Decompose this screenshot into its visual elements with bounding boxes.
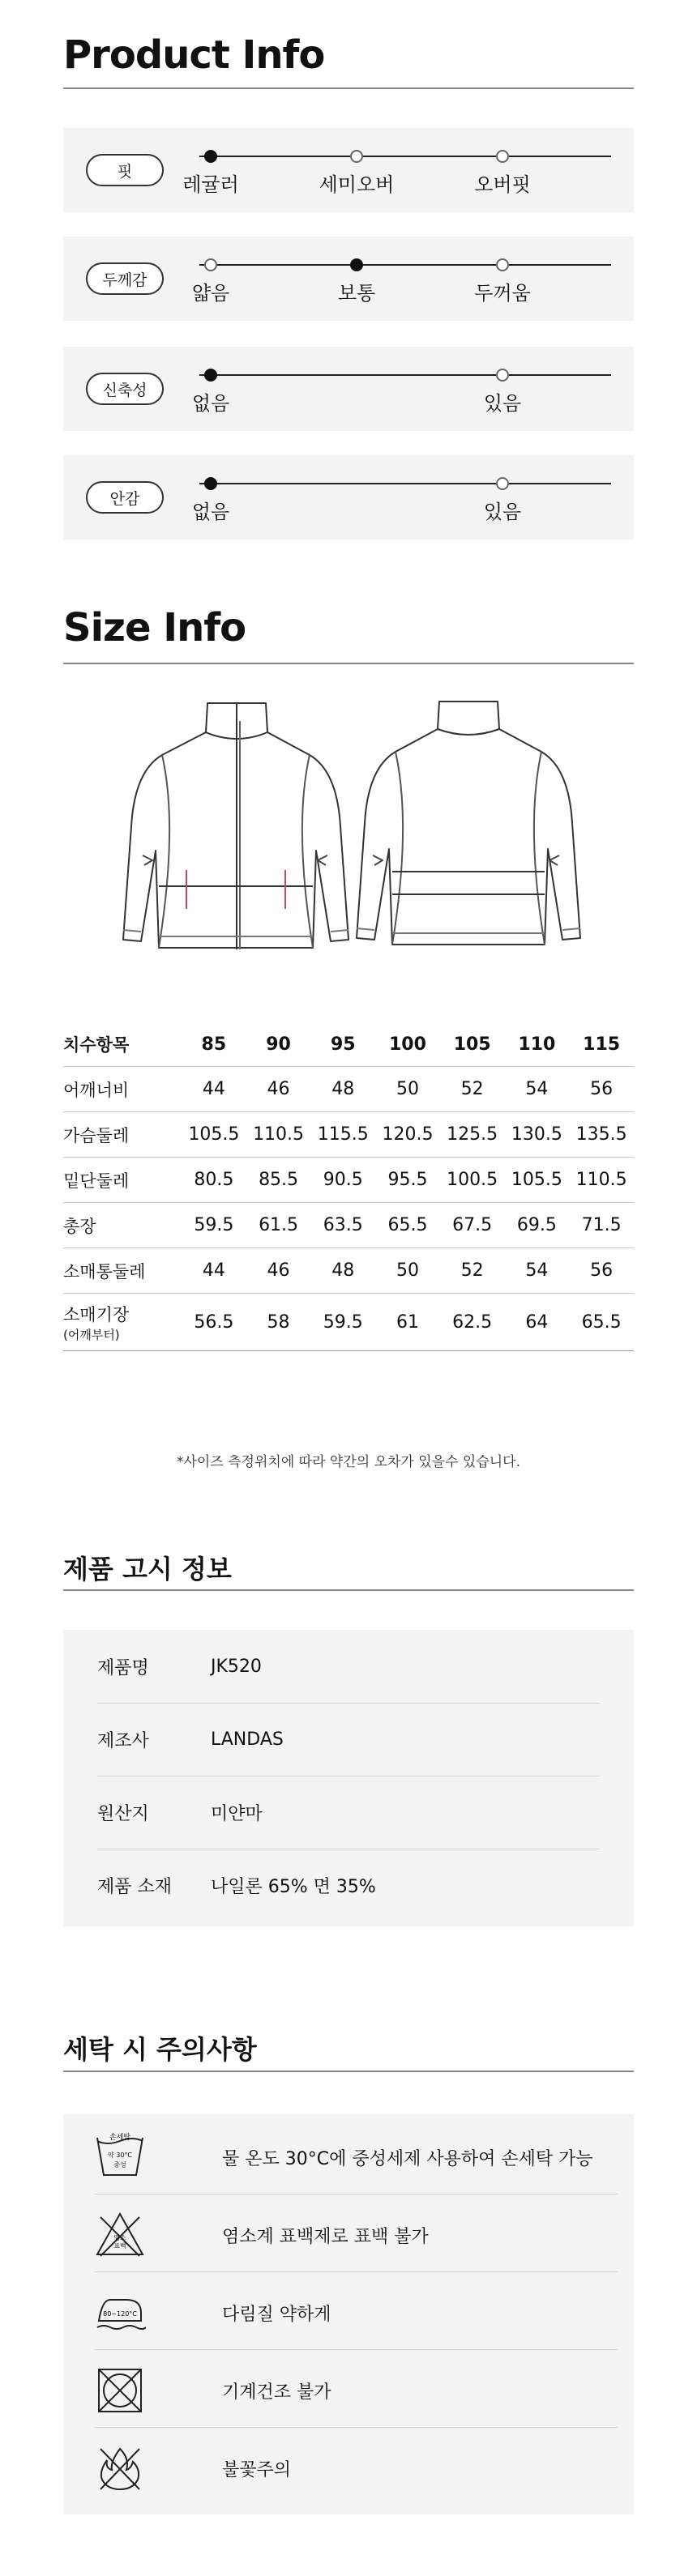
scale-line bbox=[199, 264, 611, 266]
care-row bbox=[94, 2199, 618, 2272]
measurement-sublabel: (어깨부터) bbox=[63, 1327, 120, 1342]
measurement-value: 130.5 bbox=[505, 1112, 570, 1158]
care-row bbox=[94, 2432, 618, 2505]
measurement-value: 71.5 bbox=[569, 1203, 634, 1248]
care-box bbox=[63, 2114, 634, 2514]
scale-option-label: 보통 bbox=[337, 282, 376, 305]
scale-option-label: 없음 bbox=[191, 392, 230, 415]
measurement-value: 69.5 bbox=[505, 1203, 570, 1248]
attribute-label: 두께감 bbox=[86, 262, 164, 295]
notice-key: 제품 소재 bbox=[97, 1876, 173, 1897]
measurement-value: 52 bbox=[440, 1067, 505, 1112]
svg-text:표백: 표백 bbox=[113, 2242, 126, 2250]
measurement-value: 54 bbox=[505, 1067, 570, 1112]
notice-value: LANDAS bbox=[211, 1729, 284, 1750]
measurement-value: 65.5 bbox=[569, 1294, 634, 1351]
measurement-value: 54 bbox=[505, 1248, 570, 1294]
care-instruction: 기계건조 불가 bbox=[222, 2382, 331, 2403]
measurement-value: 135.5 bbox=[569, 1112, 634, 1158]
measurement-label: 밑단둘레 bbox=[63, 1158, 182, 1203]
product-info-row bbox=[63, 237, 634, 321]
measurement-value: 56 bbox=[569, 1248, 634, 1294]
care-row bbox=[94, 2354, 618, 2428]
size-column-header: 110 bbox=[505, 1022, 570, 1067]
care-instruction: 물 온도 30°C에 중성세제 사용하여 손세탁 가능 bbox=[222, 2148, 593, 2169]
measurement-value: 80.5 bbox=[182, 1158, 246, 1203]
notice-key: 제품명 bbox=[97, 1657, 149, 1678]
scale-dot-selected bbox=[204, 369, 217, 382]
care-instruction: 다림질 약하게 bbox=[222, 2304, 331, 2325]
measurement-label: 가슴둘레 bbox=[63, 1112, 182, 1158]
scale-option-label: 오버핏 bbox=[474, 173, 531, 196]
measurement-value: 90.5 bbox=[310, 1158, 375, 1203]
measurement-value: 61.5 bbox=[246, 1203, 311, 1248]
notice-value: 미얀마 bbox=[211, 1803, 263, 1824]
svg-text:손세탁: 손세탁 bbox=[109, 2134, 131, 2142]
scale-dot bbox=[496, 150, 509, 163]
product-info-row bbox=[63, 455, 634, 540]
measurement-value: 63.5 bbox=[310, 1203, 375, 1248]
size-table-row bbox=[63, 1203, 634, 1248]
measurement-value: 44 bbox=[182, 1248, 246, 1294]
measurement-value: 125.5 bbox=[440, 1112, 505, 1158]
size-table-row bbox=[63, 1067, 634, 1112]
care-instruction: 불꽃주의 bbox=[222, 2459, 292, 2480]
measurement-value: 62.5 bbox=[440, 1294, 505, 1351]
size-column-header: 90 bbox=[246, 1022, 311, 1067]
product-info-title: Product Info bbox=[63, 32, 325, 78]
scale-line bbox=[199, 156, 611, 157]
measurement-value: 61 bbox=[375, 1294, 440, 1351]
svg-text:약 30°C: 약 30°C bbox=[107, 2152, 133, 2159]
size-column-header: 105 bbox=[440, 1022, 505, 1067]
attribute-label: 안감 bbox=[86, 481, 164, 514]
notice-key: 원산지 bbox=[97, 1803, 149, 1824]
scale-option-label: 두꺼움 bbox=[474, 282, 531, 305]
size-table-row bbox=[63, 1158, 634, 1203]
measurement-value: 58 bbox=[246, 1294, 311, 1351]
measurement-value: 110.5 bbox=[246, 1112, 311, 1158]
measurement-value: 59.5 bbox=[182, 1203, 246, 1248]
measurement-value: 50 bbox=[375, 1067, 440, 1112]
scale-option-label: 있음 bbox=[483, 392, 522, 415]
measurement-label: 어깨너비 bbox=[63, 1067, 182, 1112]
divider bbox=[63, 2071, 634, 2072]
care-instruction: 염소계 표백제로 표백 불가 bbox=[222, 2226, 429, 2247]
jacket-size-diagram bbox=[81, 697, 632, 972]
notice-key: 제조사 bbox=[97, 1730, 149, 1751]
measurement-label: 소매통둘레 bbox=[63, 1248, 182, 1294]
care-row bbox=[94, 2276, 618, 2350]
size-table-row bbox=[63, 1248, 634, 1294]
scale-option-label: 세미오버 bbox=[319, 173, 395, 196]
size-table bbox=[63, 1022, 634, 1351]
size-table-header bbox=[63, 1022, 634, 1067]
notice-value: JK520 bbox=[211, 1656, 262, 1677]
header-label: 치수항목 bbox=[63, 1022, 182, 1067]
measurement-value: 48 bbox=[310, 1067, 375, 1112]
no-fire-icon bbox=[94, 2440, 157, 2497]
scale-option-label: 없음 bbox=[191, 501, 230, 523]
measurement-value: 46 bbox=[246, 1067, 311, 1112]
measurement-value: 52 bbox=[440, 1248, 505, 1294]
scale-dot bbox=[496, 477, 509, 490]
hand-wash-icon bbox=[94, 2129, 157, 2186]
care-row bbox=[94, 2121, 618, 2194]
divider bbox=[63, 663, 634, 664]
notice-row bbox=[97, 1630, 600, 1704]
measurement-value: 85.5 bbox=[246, 1158, 311, 1203]
scale-line bbox=[199, 374, 611, 376]
scale-option-label: 있음 bbox=[483, 501, 522, 523]
scale-dot-selected bbox=[204, 150, 217, 163]
measurement-value: 105.5 bbox=[182, 1112, 246, 1158]
scale-dot bbox=[204, 258, 217, 271]
attribute-label: 핏 bbox=[86, 154, 164, 186]
product-info-row bbox=[63, 347, 634, 431]
measurement-label: 소매기장 (어깨부터) bbox=[63, 1294, 182, 1351]
measurement-value: 46 bbox=[246, 1248, 311, 1294]
measurement-value: 65.5 bbox=[375, 1203, 440, 1248]
measurement-value: 64 bbox=[505, 1294, 570, 1351]
divider bbox=[63, 87, 634, 89]
svg-text:염소: 염소 bbox=[113, 2234, 126, 2241]
size-info-title: Size Info bbox=[63, 605, 246, 650]
measurement-value: 95.5 bbox=[375, 1158, 440, 1203]
scale-dot bbox=[350, 150, 363, 163]
no-bleach-icon bbox=[94, 2207, 157, 2263]
scale-line bbox=[199, 483, 611, 484]
measurement-label: 총장 bbox=[63, 1203, 182, 1248]
notice-title: 제품 고시 정보 bbox=[63, 1554, 232, 1584]
attribute-label: 신축성 bbox=[86, 373, 164, 405]
measurement-value: 100.5 bbox=[440, 1158, 505, 1203]
notice-value: 나일론 65% 면 35% bbox=[211, 1876, 376, 1897]
scale-option-label: 레귤러 bbox=[182, 173, 239, 196]
svg-text:중성: 중성 bbox=[113, 2161, 126, 2169]
scale-dot bbox=[496, 258, 509, 271]
measurement-value: 50 bbox=[375, 1248, 440, 1294]
scale-dot-selected bbox=[350, 258, 363, 271]
measurement-value: 110.5 bbox=[569, 1158, 634, 1203]
scale-option-label: 얇음 bbox=[191, 282, 230, 305]
measurement-value: 59.5 bbox=[310, 1294, 375, 1351]
notice-row bbox=[97, 1776, 600, 1849]
measurement-value: 67.5 bbox=[440, 1203, 505, 1248]
low-iron-icon bbox=[94, 2284, 157, 2341]
svg-text:80~120°C: 80~120°C bbox=[103, 2310, 137, 2318]
scale-dot bbox=[496, 369, 509, 382]
notice-box bbox=[63, 1630, 634, 1926]
measurement-value: 56 bbox=[569, 1067, 634, 1112]
size-table-row bbox=[63, 1294, 634, 1351]
size-note: *사이즈 측정위치에 따라 약간의 오차가 있을수 있습니다. bbox=[176, 1454, 521, 1470]
no-tumble-dry-icon bbox=[94, 2362, 157, 2419]
measurement-value: 115.5 bbox=[310, 1112, 375, 1158]
notice-row bbox=[97, 1703, 600, 1776]
care-title: 세탁 시 주의사항 bbox=[63, 2034, 257, 2065]
divider bbox=[63, 1589, 634, 1591]
size-column-header: 115 bbox=[569, 1022, 634, 1067]
measurement-value: 44 bbox=[182, 1067, 246, 1112]
measurement-value: 120.5 bbox=[375, 1112, 440, 1158]
scale-dot-selected bbox=[204, 477, 217, 490]
measurement-value: 105.5 bbox=[505, 1158, 570, 1203]
product-info-row bbox=[63, 128, 634, 212]
size-table-row bbox=[63, 1112, 634, 1158]
size-column-header: 100 bbox=[375, 1022, 440, 1067]
size-column-header: 85 bbox=[182, 1022, 246, 1067]
measurement-value: 48 bbox=[310, 1248, 375, 1294]
measurement-value: 56.5 bbox=[182, 1294, 246, 1351]
size-column-header: 95 bbox=[310, 1022, 375, 1067]
notice-row bbox=[97, 1849, 600, 1921]
